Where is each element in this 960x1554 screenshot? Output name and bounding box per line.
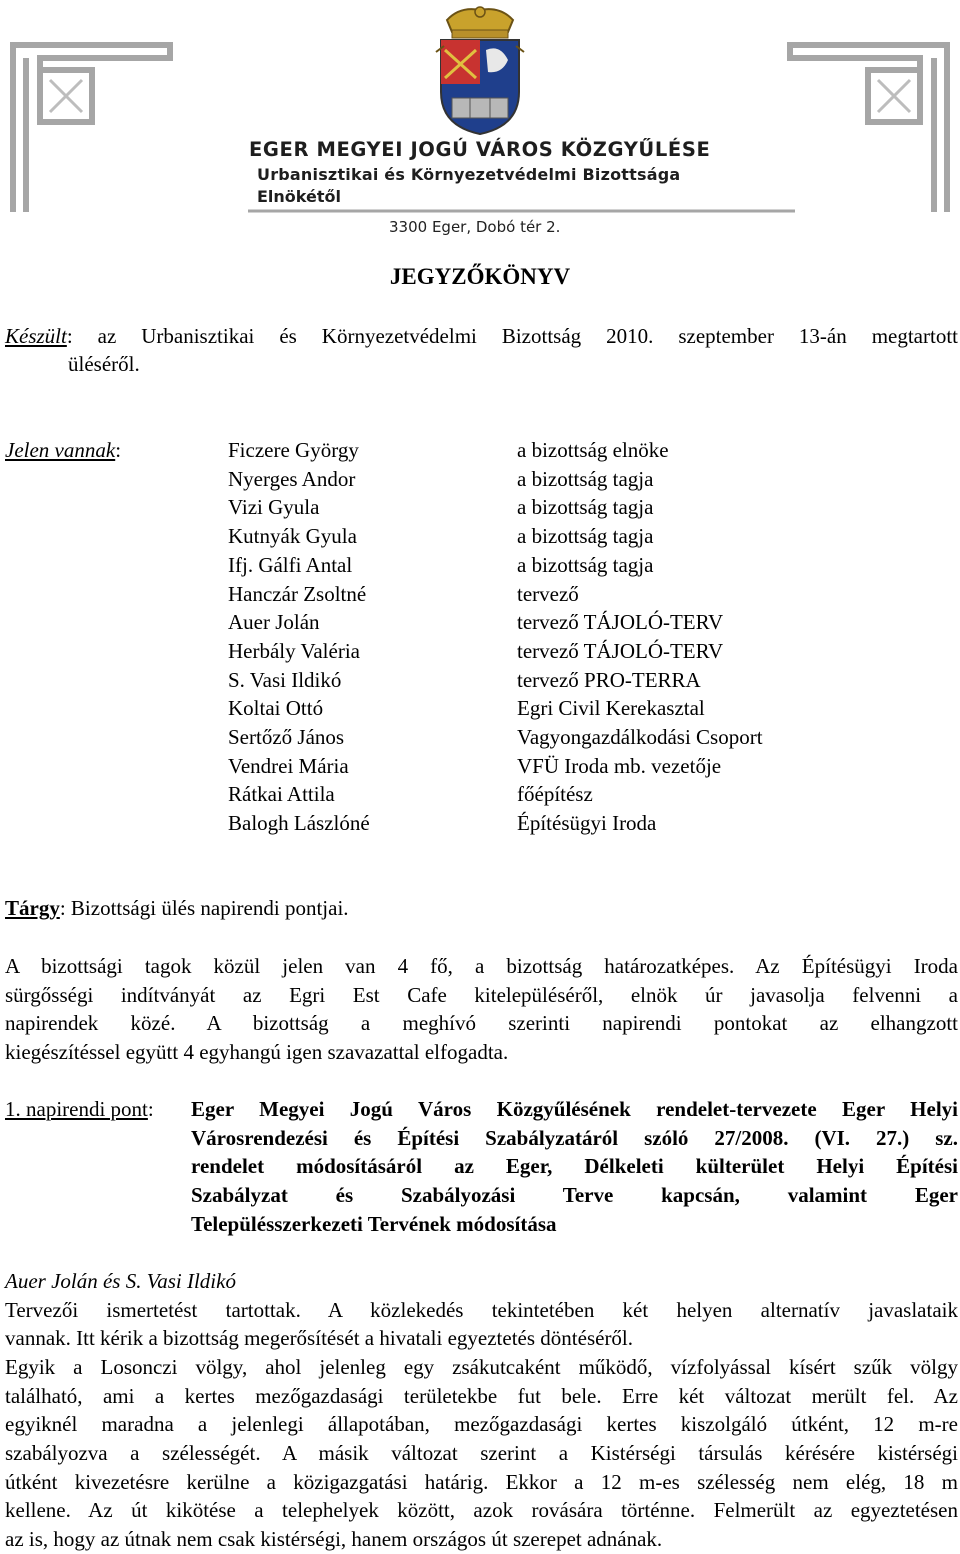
agenda-line-4: Szabályzat és Szabályozási Terve kapcsán, valamint Eger bbox=[191, 1183, 958, 1207]
intro-line-4: kiegészítéssel együtt 4 egyhangú igen szavazattal elfogadta. bbox=[5, 1040, 509, 1064]
intro-line-2: sürgősségi indítványát az Egri Est Cafe kitelepüléséről, elnök úr javasolja felvenni a bbox=[5, 983, 958, 1007]
body-line-3: Egyik a Losonczi völgy, ahol jelenleg egy zsákutcaként működő, vízfolyással kísért szűk völgy bbox=[5, 1355, 958, 1379]
agenda-line-3: rendelet módosításáról az Eger, Délkeleti külterület Helyi Építési bbox=[191, 1154, 958, 1178]
attendee-name: Vizi Gyula bbox=[228, 495, 320, 520]
committee-name: Urbanisztikai és Környezetvédelmi Bizottsága bbox=[257, 165, 681, 184]
letterhead-graphic bbox=[0, 0, 960, 240]
agenda-heading: 1. napirendi pont: bbox=[5, 1097, 154, 1121]
attendee-role: a bizottság tagja bbox=[517, 524, 654, 549]
attendee-name: Ficzere György bbox=[228, 438, 359, 462]
coat-of-arms-icon bbox=[436, 7, 524, 134]
document-title: JEGYZŐKÖNYV bbox=[389, 264, 571, 289]
agenda-line-2: Városrendezési és Építési Szabályzatáról szóló 27/2008. (VI. 27.) sz. bbox=[191, 1126, 958, 1150]
attendee-name: Auer Jolán bbox=[228, 610, 320, 635]
attendee-name: Koltai Ottó bbox=[228, 696, 324, 721]
attendee-name: S. Vasi Ildikó bbox=[228, 667, 342, 692]
body-line-4: található, ami a kertes mezőgazdasági területekbe fut bele. Erre két változat merült fel. Az bbox=[5, 1384, 958, 1408]
body-line-5: egyiknél maradna a jelenlegi állapotában, mezőgazdasági kertes kiszolgáló útként, 12 m-re bbox=[5, 1412, 958, 1436]
agenda-label: 1. napirendi pont bbox=[5, 1097, 148, 1121]
sender-line: Elnökétől bbox=[257, 187, 341, 206]
attendee-role: tervező PRO-TERRA bbox=[517, 667, 701, 692]
attendance-label: Jelen vannak bbox=[5, 438, 116, 462]
attendee-name: Ifj. Gálfi Antal bbox=[228, 552, 353, 577]
attendee-name: Nyerges Andor bbox=[228, 466, 356, 491]
attendee-name: Sertőző János bbox=[228, 725, 345, 749]
prepared-text-cont: üléséről. bbox=[68, 352, 140, 376]
agenda-line-5: Településszerkezeti Tervének módosítása bbox=[191, 1212, 557, 1236]
attendee-role: VFÜ Iroda mb. vezetője bbox=[517, 753, 722, 778]
attendee-name: Kutnyák Gyula bbox=[228, 524, 357, 549]
body-line-8: kellene. Az út kikötése a telephelyek között, azok rovására történne. Felmerült az egyeztetésen bbox=[5, 1498, 958, 1522]
body-line-6: szabályozva a szélességét. A másik változat szerint a Kistérségi társulás kérésére kistérségi bbox=[5, 1441, 958, 1465]
address: 3300 Eger, Dobó tér 2. bbox=[389, 218, 561, 236]
attendee-name: Hanczár Zsoltné bbox=[228, 581, 367, 606]
attendee-role: a bizottság tagja bbox=[517, 552, 654, 577]
body-line-7: útként kivezetésre kerülne a közigazgatási határig. Ekkor a 12 m-es szélesség nem elég, 18 m bbox=[5, 1470, 958, 1494]
subject-text: : Bizottsági ülés napirendi pontjai. bbox=[59, 896, 349, 920]
prepared-text: : az Urbanisztikai és Környezetvédelmi Bizottság 2010. szeptember 13-án megtartott bbox=[66, 324, 958, 348]
agenda-line-1: Eger Megyei Jogú Város Közgyűlésének rendelet-tervezete Eger Helyi bbox=[191, 1097, 958, 1121]
attendee-role: a bizottság tagja bbox=[517, 495, 654, 520]
intro-line-1: A bizottsági tagok közül jelen van 4 fő, a bizottság határozatképes. Az Építésügyi Iroda bbox=[5, 954, 958, 978]
attendee-name: Balogh Lászlóné bbox=[228, 811, 370, 836]
body-line-9: az is, hogy az útnak nem csak kistérségi, hanem országos út szerepet adnának. bbox=[5, 1527, 663, 1551]
presenters: Auer Jolán és S. Vasi Ildikó bbox=[5, 1269, 236, 1293]
attendee-role: a bizottság tagja bbox=[517, 466, 654, 491]
subject-label: Tárgy bbox=[5, 896, 60, 920]
attendee-role: tervező TÁJOLÓ-TERV bbox=[517, 638, 724, 663]
attendance-heading: Jelen vannak: bbox=[5, 438, 122, 462]
attendee-role: a bizottság elnöke bbox=[517, 438, 669, 462]
attendee-name: Rátkai Attila bbox=[228, 782, 335, 807]
intro-line-3: napirendek közé. A bizottság a meghívó szerinti napirendi pontokat az elhangzott bbox=[5, 1011, 958, 1035]
attendee-role: tervező bbox=[517, 581, 579, 606]
org-name: EGER MEGYEI JOGÚ VÁROS KÖZGYŰLÉSE bbox=[249, 138, 711, 161]
body-line-2: vannak. Itt kérik a bizottság megerősítését a hivatali egyeztetés döntéséről. bbox=[5, 1326, 634, 1350]
attendee-role: Egri Civil Kerekasztal bbox=[517, 696, 705, 721]
prepared-line bbox=[5, 322, 958, 351]
subject-line bbox=[5, 894, 349, 923]
attendee-role: Vagyongazdálkodási Csoport bbox=[517, 725, 763, 749]
attendee-name: Vendrei Mária bbox=[228, 753, 349, 778]
body-line-1: Tervezői ismertetést tartottak. A közlekedés tekintetében két helyen alternatív javaslataik bbox=[5, 1298, 958, 1322]
prepared-label: Készült bbox=[5, 324, 67, 348]
attendee-name: Herbály Valéria bbox=[228, 638, 360, 663]
attendee-role: főépítész bbox=[517, 782, 593, 807]
attendee-role: Építésügyi Iroda bbox=[517, 811, 657, 836]
attendee-role: tervező TÁJOLÓ-TERV bbox=[517, 610, 724, 635]
